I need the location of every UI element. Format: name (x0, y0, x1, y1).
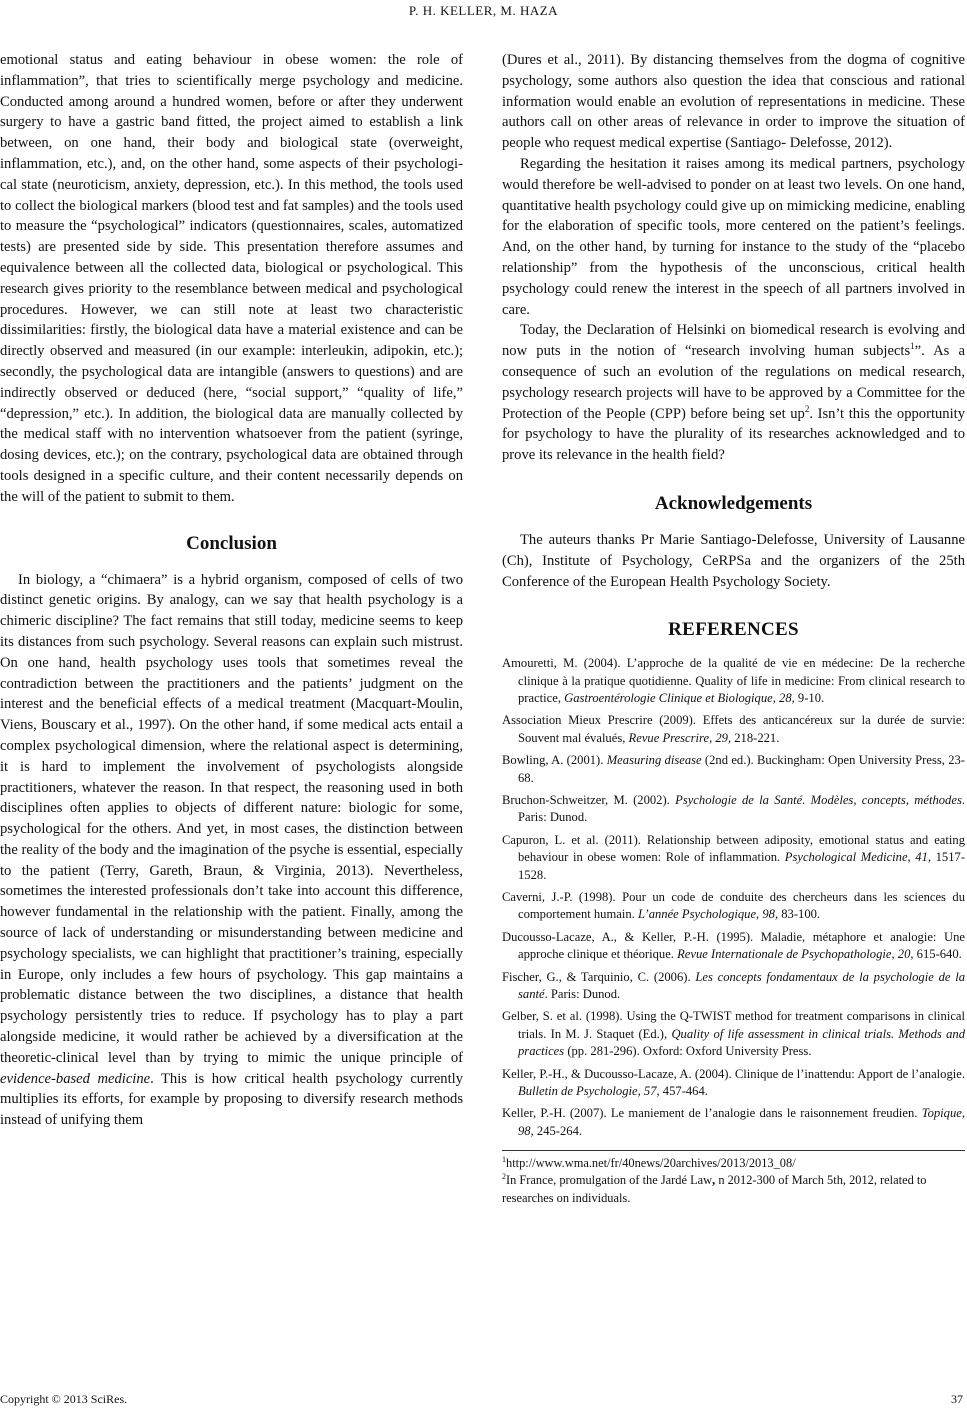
reference-entry (502, 752, 965, 787)
footnote-1 (502, 1155, 965, 1172)
reference-text: Capuron, L. et al. (2011). Relationship between adiposity, emotional status and eating behaviour in obese women: Role of inflammation. (502, 832, 965, 865)
reference-entry (502, 889, 965, 924)
reference-source: Measuring disease (606, 753, 702, 768)
reference-pages: . Paris: Dunod. (544, 987, 621, 1002)
footnote-mark: 1 (502, 1155, 506, 1165)
reference-pages: 615-640. (913, 947, 962, 962)
footnote-url: http://www.wma.net/fr/40news/20archives/2013/2013_08/ (506, 1156, 796, 1171)
reference-source: L’année Psychologique, 98, (637, 907, 779, 922)
conclusion-text-a: In biology, a “chimaera” is a hybrid organism, composed of cells of two distinct genetic origins. By analogy, can we say that health psychology is a chimeric discipline? The fact remains that still today, medicine seems to keep its distances from such psychology. Several reasons can explain such mistrust. On one hand, health psychology uses tools that sometimes reveal the contradiction between the practitioners and the patients’ judgment on the interest and the beneficial effects of a medical treatment (Macquart-Moulin, Viens, Bouscary et al., 1997). On the other hand, if some medical acts entail a complex psychological dimension, where the relational aspect is determining, it is hard to implement the involvement of psychologists alongside practitioners, whatever the reason. In that respect, the reasoning used in both disciplines often applies to objects of different nature: biologic for some, psychological for the others. And yet, in most cases, the distinction between the reality of the body and the imagination of the psyche is essential, especially to the patient (Terry, Gareth, Braun, & Virginia, 2013). Nevertheless, sometimes the interested professionals don’t take into account this difference, however fundamental in the relationship with the patient. Finally, among the source of lack of understanding or misunderstanding between medicine and psychology specialists, we can highlight that practitioner’s training, especially in Europe, only includes a few hours of psychology. This gap maintains a problematic distance between the two disciplines, a distance that health psychology persistently tries to reduce. If psychology has to play a part alongside medicine, it would rather be achieved by a diversification at the theoretic-clinical level than by trying to mimic the unique principle of (0, 571, 463, 1066)
reference-text: Bowling, A. (2001). (502, 753, 607, 768)
reference-source: Psychological Medicine, 41, (784, 850, 932, 865)
reference-pages: 218-221. (731, 730, 780, 745)
page-number: 37 (951, 1392, 963, 1406)
running-head: P. H. KELLER, M. HAZA (408, 3, 559, 18)
reference-text: Keller, P.-H., & Ducousso-Lacaze, A. (2004). Clinique de l’inattendu: Apport de l’analogie. (502, 1066, 965, 1081)
reference-source: Les concepts fondamentaux de la psychologie de la santé (518, 969, 965, 1002)
para3-text-b: ”. As a consequence of such an evolution of the regulations on medical research, psychology research projects will have to be approved by a Committee for the Protection of the People (CPP) before being set up (502, 343, 965, 422)
acknowledgements-heading: Acknowledgements (654, 492, 813, 514)
footnote-marker: 1 (910, 341, 915, 352)
reference-entry (502, 1008, 965, 1060)
body-paragraph: emotional status and eating behaviour in obese women: the role of inflammation”, that tries to scientifically merge psychology and medicine. Conducted among around a hundred women, before or after they underwent surgery to have a gastric band fitted, the project aimed to establish a link between, on one hand, their body and biological state (overweight, inflammation, etc.), and, on the other hand, some aspects of their psychological state (neuroticism, anxiety, depression, etc.). In this method, the tools used to collect the biological markers (blood test and fat samples) and the tools used to measure the “psychological” indicators (questionnaires, scales, automatized tests) are presented side by side. This presentation therefore assumes and equivalence between all the collected data, biological or psychological. This research gives priority to the resemblance between medical and psychological procedures. However, we can still note at least two characteristic dissimilarities: firstly, the biological data have a material existence and can be directly observed and measured (in our example: interleukin, adipokin, etc.); secondly, the psychological data are intangible (answers to questions) and are indirectly observed or deduced (here, “social support,” “quality of life,” “depression,” etc.). In addition, the biological data are manually collected by the medical staff with no intervention whatsoever from the patient (syringe, dosing devices, etc.); on the contrary, psychological data are obtained through tools designed in a specific culture, and their content necessarily depends on the will of the patient to submit to them. (0, 52, 463, 505)
para3-text-a: Today, the Declaration of Helsinki on biomedical research is evolving and now puts in the notion of “research involving human subjects (502, 322, 965, 360)
footnote-text: In France, promulgation of the Jardé Law (506, 1173, 713, 1188)
reference-entry (502, 929, 965, 964)
footnote-marker: 2 (804, 403, 810, 414)
footnote-mark: 2 (502, 1172, 506, 1182)
reference-source: Revue Internationale de Psychopathologie, 20, (677, 947, 914, 962)
copyright: Copyright © 2013 SciRes. (0, 1392, 128, 1406)
reference-pages: 1517-1528. (518, 850, 966, 882)
footnotes (502, 1151, 965, 1207)
para3-text-c: . Isn’t this the opportunity for psychology to have the plurality of its researches acknowledged and to prove its relevance in the health field? (502, 405, 966, 464)
reference-pages: 83-100. (778, 907, 821, 922)
reference-source: Gastroentérologie Clinique et Biologique, 28, (564, 690, 795, 705)
conclusion-paragraph (0, 570, 463, 1132)
reference-source: Quality of life assessment in clinical trials. Methods and practices (518, 1026, 965, 1059)
reference-source: Bulletin de Psychologie, 57, (518, 1084, 660, 1099)
reference-text: Association Mieux Prescrire (2009). Effets des anticancéreux sur la durée de survie: Souvent mal évalués, (502, 713, 965, 745)
reference-text: Amouretti, M. (2004). L’approche de la qualité de vie en médecine: De la recherche clinique à la pratique quotidienne. Quality of life in medicine: From clinical research to practice, (502, 656, 965, 705)
reference-text: Fischer, G., & Tarquinio, C. (2006). (502, 969, 696, 984)
reference-list (502, 655, 965, 1140)
reference-source: Topique, 98, (518, 1106, 965, 1138)
reference-entry (502, 712, 965, 747)
reference-entry (502, 969, 965, 1004)
reference-text: Gelber, S. et al. (1998). Using the Q-TWIST method for treatment comparisons in clinical trials. In M. J. Staquet (Ed.), (502, 1009, 965, 1041)
right-column (502, 50, 965, 1207)
conclusion-text-b: . This is how critical health psychology currently multiplies its efforts, for example by proposing to diversify research methods instead of unifying them (0, 1070, 463, 1129)
footnote-2 (502, 1172, 965, 1206)
reference-pages: 9-10. (794, 690, 825, 705)
reference-pages: . Paris: Dunod. (518, 792, 966, 825)
reference-text: Bruchon-Schweitzer, M. (2002). (502, 792, 676, 807)
reference-entry (502, 1105, 965, 1140)
reference-pages: (2nd ed.). Buckingham: Open University Press, 23-68. (518, 753, 965, 785)
body-paragraph: Regarding the hesitation it raises among its medical partners, psychology would therefore be well-advised to ponder on at least two levels. On one hand, quantitative health psychology could give up on mimicking medicine, enabling for the elaboration of specific tools, more centered on the patient’s feelings. And, on the other hand, by turning for instance to the study of the “placebo relationship” from the hypothesis of the unconscious, critical health psychology could renew the interest in the speech of all partners involved in care. (502, 155, 965, 318)
references-heading: REFERENCES (668, 619, 799, 641)
footnote-text-bold: , (712, 1173, 716, 1188)
reference-entry (502, 1066, 965, 1101)
left-column (0, 50, 463, 1131)
acknowledgements-text: The auteurs thanks Pr Marie Santiago-Delefosse, University of Lausanne (Ch), Institute of Psychology, CeRPSa and the organizers of the 25th Conference of the European Health Psychology Society. (502, 531, 965, 590)
reference-entry (502, 792, 965, 827)
reference-text: Ducousso-Lacaze, A., & Keller, P.-H. (1995). Maladie, métaphore et analogie: Une approche clinique et théorique. (502, 929, 965, 962)
reference-text: Caverni, J.-P. (1998). Pour un code de conduite des chercheurs dans les sciences du comportement humain. (502, 890, 965, 922)
body-paragraph (502, 320, 965, 466)
reference-pages: 457-464. (659, 1084, 708, 1099)
reference-pages: 245-264. (533, 1123, 583, 1138)
reference-entry (502, 832, 965, 884)
reference-source: Revue Prescrire, 29, (628, 730, 732, 745)
conclusion-emphasis: evidence-based medicine (0, 1070, 151, 1087)
reference-source: Psychologie de la Santé. Modèles, concepts, méthodes (675, 792, 962, 807)
body-paragraph: (Dures et al., 2011). By distancing themselves from the dogma of cognitive psychology, some authors also question the idea that conscious and rational information would enable an evolution of representations in medicine. These authors call on other areas of relevance in order to improve the situation of people who request medical expertise (Santiago- Delefosse, 2012). (502, 52, 965, 152)
footnote-text: n 2012-300 of March 5th, 2012, related to researches on individuals. (502, 1173, 927, 1205)
reference-text: Keller, P.-H. (2007). Le maniement de l’analogie dans le raisonnement freudien. (502, 1106, 922, 1121)
conclusion-heading: Conclusion (186, 532, 277, 554)
reference-entry (502, 655, 965, 707)
reference-pages: (pp. 281-296). Oxford: Oxford University Press. (564, 1044, 812, 1059)
